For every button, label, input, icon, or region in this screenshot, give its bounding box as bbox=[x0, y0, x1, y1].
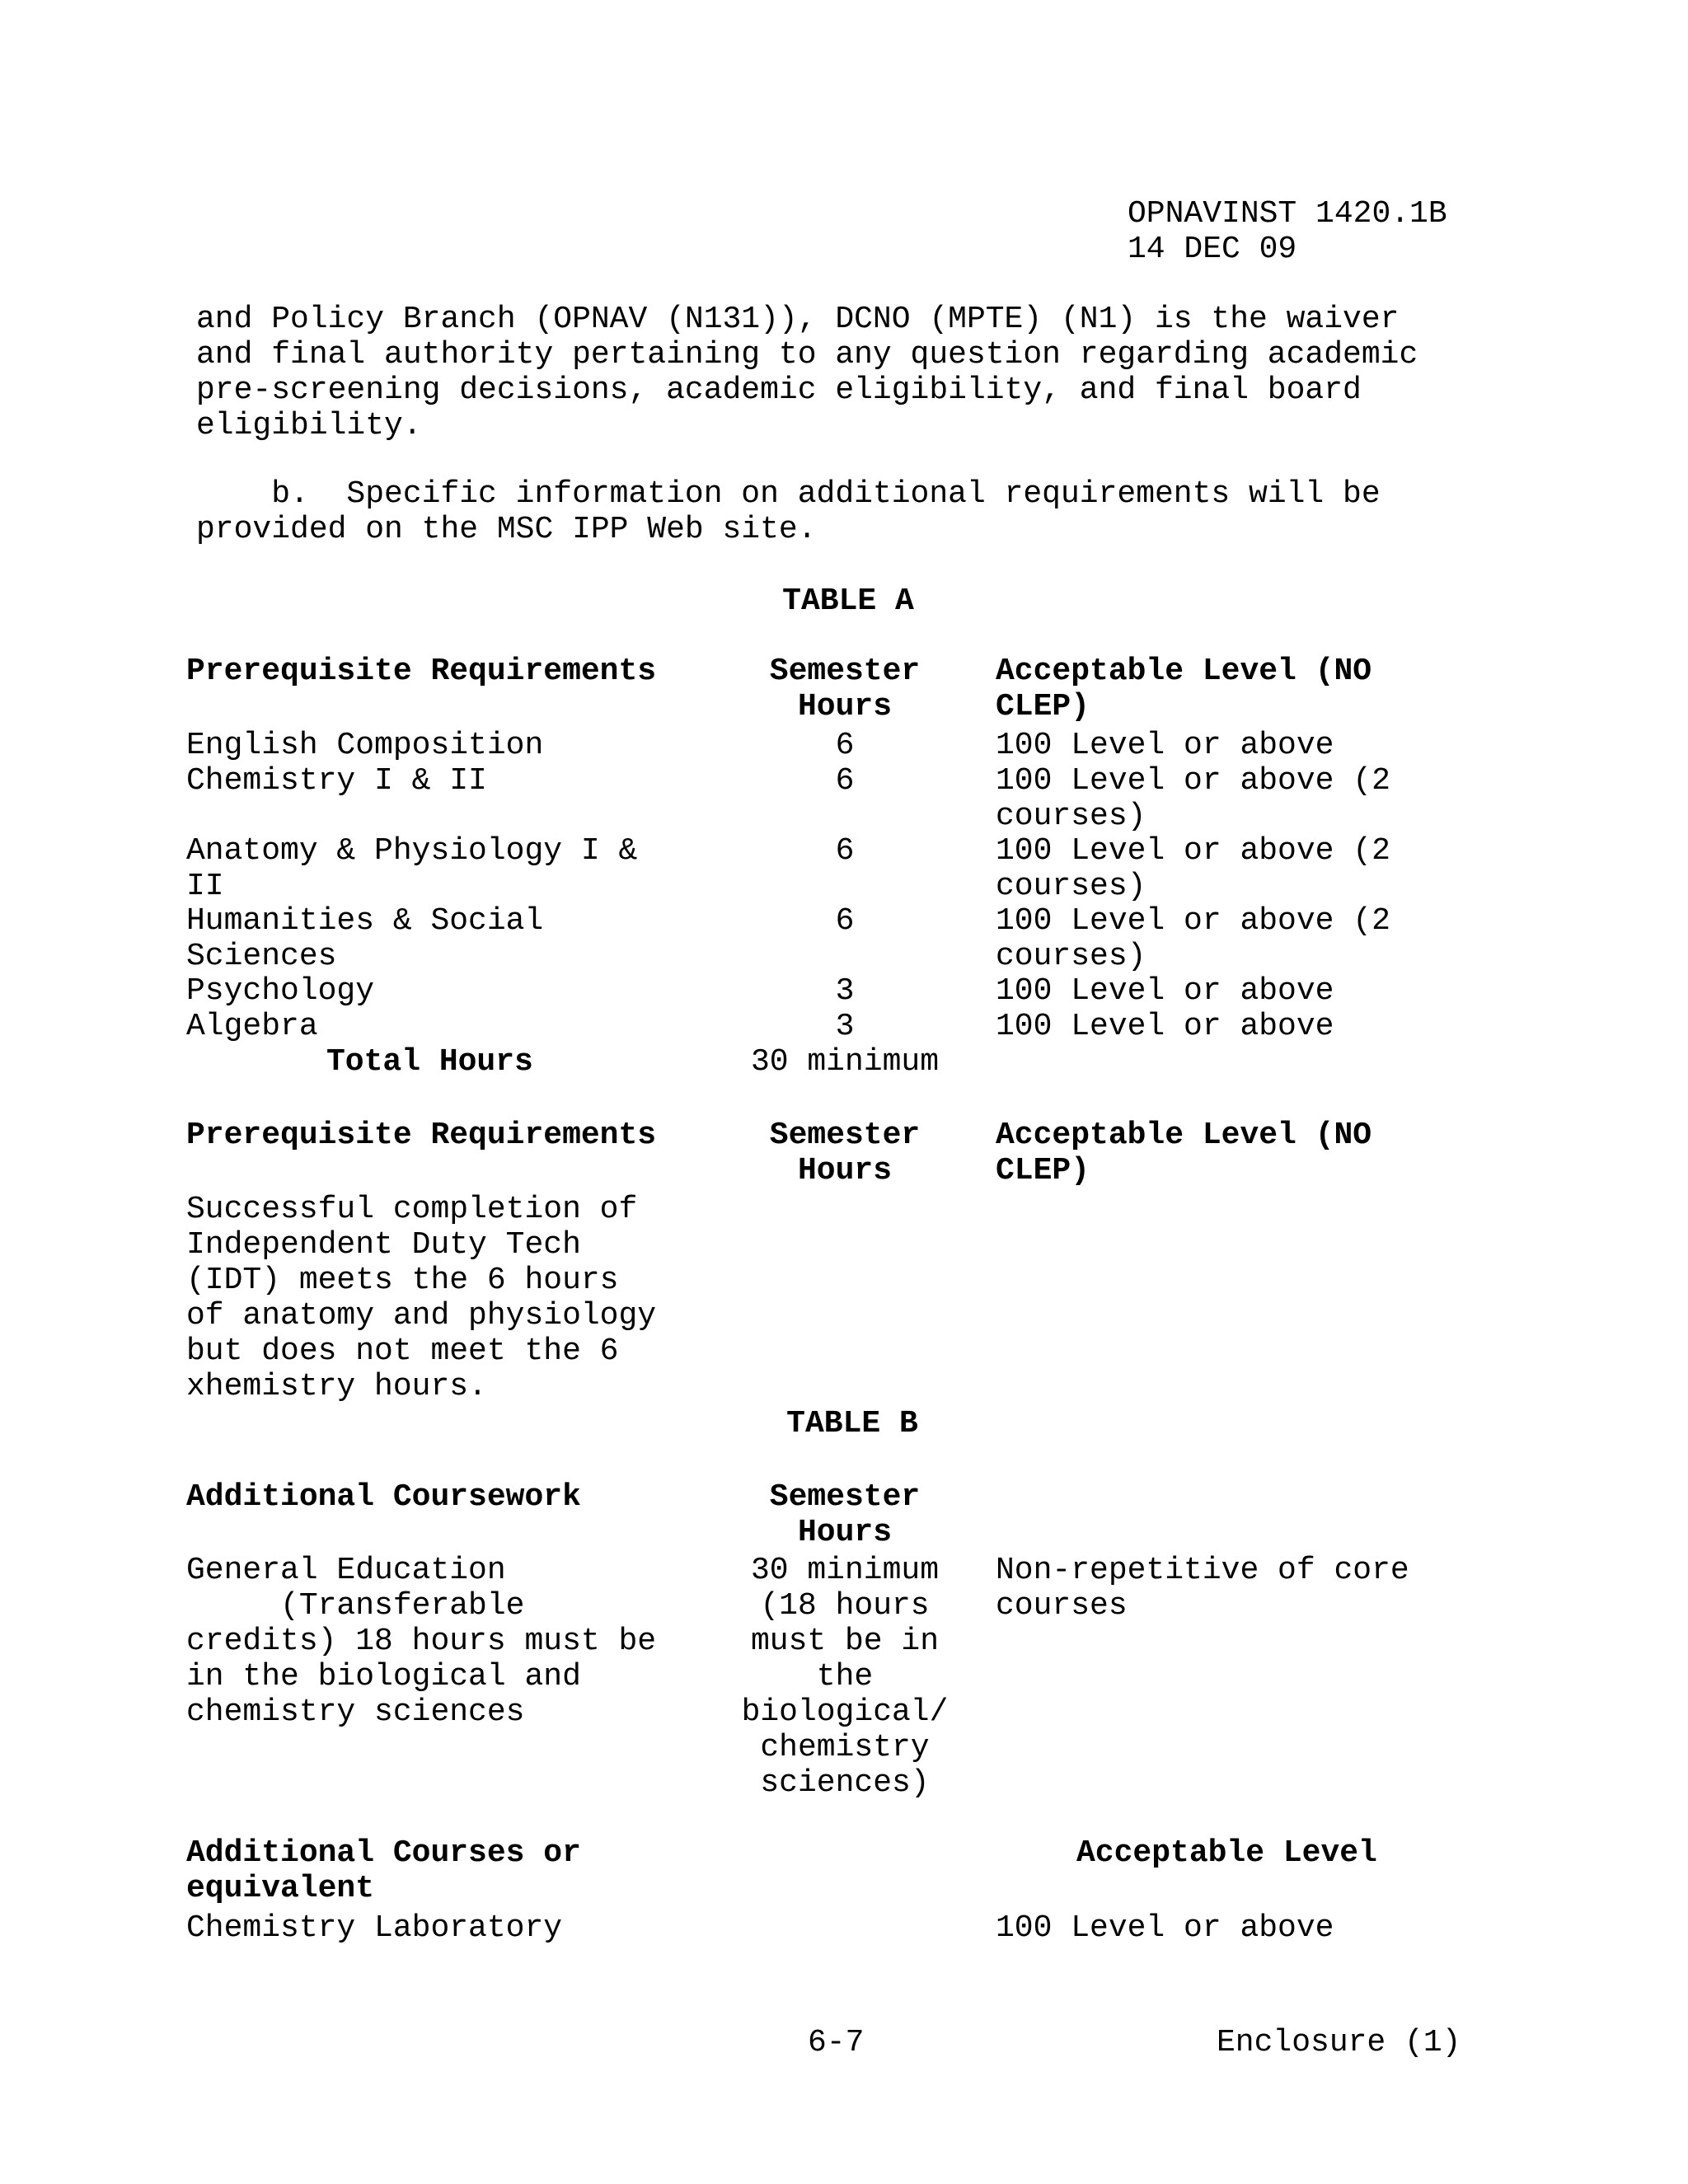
table-a-title: TABLE A bbox=[782, 583, 914, 619]
paragraph-a-continuation: and Policy Branch (OPNAV (N131)), DCNO (MPTE) (N1) is the waiver and final authority pertaining to any question regarding academic pre-screening decisions, academic eligibility, and final board eligibility. bbox=[196, 302, 1418, 443]
header-acceptable-level: Acceptable Level bbox=[1076, 1835, 1377, 1871]
idt-note: Successful completion of Independent Duty Tech (IDT) meets the 6 hours of anatomy and physiology but does not meet the 6 xhemistry hours. bbox=[186, 1192, 657, 1404]
header-acceptable-level: Acceptable Level (NO CLEP) bbox=[996, 1118, 1372, 1188]
row-requirement: General Education (Transferable credits) 18 hours must be in the biological and chemistry sciences bbox=[186, 1553, 657, 1730]
row-hours: 6 bbox=[835, 903, 855, 939]
header-prerequisite: Prerequisite Requirements bbox=[186, 1118, 657, 1153]
row-level: 100 Level or above (2 courses) bbox=[996, 763, 1390, 834]
paragraph-b: b. Specific information on additional requirements will be provided on the MSC IPP Web site. bbox=[196, 476, 1381, 547]
row-requirement: Algebra bbox=[186, 1009, 318, 1044]
row-requirement: Chemistry I & II bbox=[186, 763, 487, 799]
enclosure-label: Enclosure (1) bbox=[1217, 2025, 1461, 2060]
row-hours: 6 bbox=[835, 763, 855, 799]
row-hours: 30 minimum (18 hours must be in the biological/ chemistry sciences) bbox=[741, 1553, 949, 1801]
row-hours: 6 bbox=[835, 833, 855, 869]
header-semester-hours: Semester Hours bbox=[769, 654, 921, 724]
page-number: 6-7 bbox=[808, 2025, 865, 2060]
total-hours-value: 30 minimum bbox=[750, 1044, 940, 1080]
row-level: 100 Level or above bbox=[996, 973, 1334, 1009]
row-level: 100 Level or above (2 courses) bbox=[996, 903, 1390, 974]
header-semester-hours: Semester Hours bbox=[769, 1118, 921, 1188]
row-requirement: Humanities & Social Sciences bbox=[186, 903, 544, 974]
row-requirement: Chemistry Laboratory bbox=[186, 1910, 563, 1946]
row-level: 100 Level or above bbox=[996, 1009, 1334, 1044]
row-hours: 3 bbox=[835, 973, 855, 1009]
row-hours: 6 bbox=[835, 728, 855, 763]
header-additional-coursework: Additional Coursework bbox=[186, 1479, 581, 1515]
header-additional-courses: Additional Courses or equivalent bbox=[186, 1835, 581, 1906]
document-id: OPNAVINST 1420.1B bbox=[1128, 196, 1447, 232]
header-acceptable-level: Acceptable Level (NO CLEP) bbox=[996, 654, 1372, 724]
total-hours-label: Total Hours bbox=[326, 1044, 533, 1080]
document-date: 14 DEC 09 bbox=[1128, 232, 1297, 267]
header-semester-hours: Semester Hours bbox=[769, 1479, 921, 1550]
row-level: Non-repetitive of core courses bbox=[996, 1553, 1409, 1624]
header-prerequisite: Prerequisite Requirements bbox=[186, 654, 657, 689]
row-requirement: Anatomy & Physiology I & II bbox=[186, 833, 638, 904]
row-requirement: Psychology bbox=[186, 973, 375, 1009]
row-level: 100 Level or above bbox=[996, 1910, 1334, 1946]
row-hours: 3 bbox=[835, 1009, 855, 1044]
row-requirement: English Composition bbox=[186, 728, 544, 763]
table-b-title: TABLE B bbox=[786, 1406, 918, 1441]
row-level: 100 Level or above (2 courses) bbox=[996, 833, 1390, 904]
row-level: 100 Level or above bbox=[996, 728, 1334, 763]
